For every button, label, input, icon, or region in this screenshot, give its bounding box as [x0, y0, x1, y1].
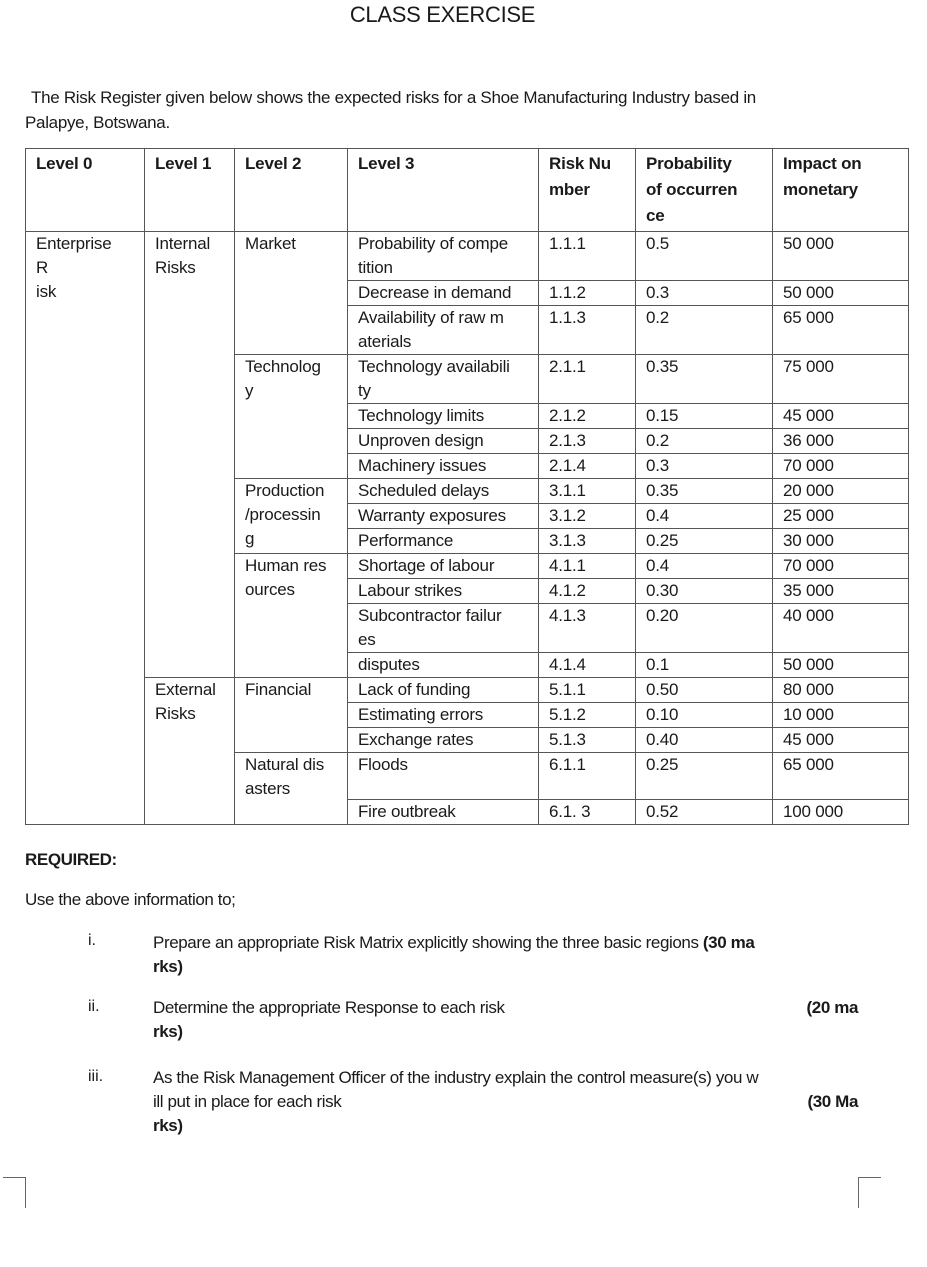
impact-cell: 65 000	[773, 753, 909, 800]
risk-number-cell: 1.1.3	[539, 306, 636, 355]
impact-cell: 20 000	[773, 479, 909, 504]
risk-number-cell: 5.1.2	[539, 703, 636, 728]
crop-mark-right	[858, 1177, 881, 1208]
risk-number-cell: 3.1.3	[539, 529, 636, 554]
level3-cell: Warranty exposures	[348, 504, 539, 529]
required-heading: REQUIRED:	[25, 850, 117, 869]
level0-cell: Enterprise R isk	[26, 232, 145, 825]
probability-cell: 0.4	[636, 504, 773, 529]
level2-market: Market	[235, 232, 348, 355]
impact-cell: 45 000	[773, 404, 909, 429]
impact-cell: 70 000	[773, 454, 909, 479]
probability-cell: 0.2	[636, 429, 773, 454]
impact-cell: 65 000	[773, 306, 909, 355]
level3-cell: Shortage of labour	[348, 554, 539, 579]
required-lead: Use the above information to;	[25, 890, 236, 909]
level2-natural-disasters: Natural dis asters	[235, 753, 348, 825]
risk-number-cell: 1.1.2	[539, 281, 636, 306]
risk-number-cell: 3.1.2	[539, 504, 636, 529]
level2-human-resources: Human res ources	[235, 554, 348, 678]
impact-cell: 25 000	[773, 504, 909, 529]
impact-cell: 45 000	[773, 728, 909, 753]
level3-cell: Machinery issues	[348, 454, 539, 479]
probability-cell: 0.3	[636, 281, 773, 306]
question-text: Prepare an appropriate Risk Matrix explicitly showing the three basic regions (30 ma rks)	[153, 933, 755, 976]
risk-number-cell: 4.1.3	[539, 604, 636, 653]
page-title: CLASS EXERCISE	[349, 2, 536, 27]
risk-register-table	[25, 148, 909, 825]
probability-cell: 0.10	[636, 703, 773, 728]
probability-cell: 0.30	[636, 579, 773, 604]
level2-technology: Technolog y	[235, 355, 348, 479]
risk-number-cell: 3.1.1	[539, 479, 636, 504]
risk-number-cell: 2.1.2	[539, 404, 636, 429]
probability-cell: 0.35	[636, 479, 773, 504]
probability-cell: 0.50	[636, 678, 773, 703]
intro-line-1: The Risk Register given below shows the expected risks for a Shoe Manufacturing Industry based in	[31, 88, 756, 107]
probability-cell: 0.40	[636, 728, 773, 753]
risk-number-cell: 2.1.3	[539, 429, 636, 454]
probability-cell: 0.1	[636, 653, 773, 678]
level2-production: Production /processin g	[235, 479, 348, 554]
risk-number-cell: 2.1.4	[539, 454, 636, 479]
header-impact: Impact on monetary	[773, 149, 909, 232]
level3-cell: Floods	[348, 753, 539, 800]
risk-number-cell: 5.1.1	[539, 678, 636, 703]
question-text: Determine the appropriate Response to each risk (20 ma rks)	[153, 998, 858, 1041]
impact-cell: 40 000	[773, 604, 909, 653]
risk-number-cell: 4.1.4	[539, 653, 636, 678]
question-number: iii.	[88, 1068, 104, 1085]
level1-external: External Risks	[145, 678, 235, 825]
probability-cell: 0.4	[636, 554, 773, 579]
risk-number-cell: 5.1.3	[539, 728, 636, 753]
probability-cell: 0.20	[636, 604, 773, 653]
probability-cell: 0.25	[636, 753, 773, 800]
impact-cell: 75 000	[773, 355, 909, 404]
header-probability: Probability of occurren ce	[636, 149, 773, 232]
level3-cell: Estimating errors	[348, 703, 539, 728]
level3-cell: disputes	[348, 653, 539, 678]
risk-number-cell: 4.1.1	[539, 554, 636, 579]
level2-financial: Financial	[235, 678, 348, 753]
level3-cell: Availability of raw m aterials	[348, 306, 539, 355]
impact-cell: 30 000	[773, 529, 909, 554]
level3-cell: Scheduled delays	[348, 479, 539, 504]
level3-cell: Technology availabili ty	[348, 355, 539, 404]
question-number: ii.	[88, 998, 100, 1015]
table-row	[26, 678, 909, 703]
table-header-row	[26, 149, 909, 232]
probability-cell: 0.3	[636, 454, 773, 479]
risk-number-cell: 6.1. 3	[539, 800, 636, 825]
level3-cell: Unproven design	[348, 429, 539, 454]
header-level1: Level 1	[145, 149, 235, 232]
impact-cell: 70 000	[773, 554, 909, 579]
level3-cell: Subcontractor failur es	[348, 604, 539, 653]
level3-cell: Exchange rates	[348, 728, 539, 753]
risk-number-cell: 2.1.1	[539, 355, 636, 404]
probability-cell: 0.15	[636, 404, 773, 429]
impact-cell: 50 000	[773, 281, 909, 306]
level3-cell: Decrease in demand	[348, 281, 539, 306]
level1-internal: Internal Risks	[145, 232, 235, 678]
level3-cell: Labour strikes	[348, 579, 539, 604]
probability-cell: 0.35	[636, 355, 773, 404]
risk-number-cell: 1.1.1	[539, 232, 636, 281]
crop-mark-left	[3, 1177, 26, 1208]
intro-paragraph	[25, 85, 885, 135]
impact-cell: 100 000	[773, 800, 909, 825]
probability-cell: 0.2	[636, 306, 773, 355]
probability-cell: 0.25	[636, 529, 773, 554]
risk-number-cell: 6.1.1	[539, 753, 636, 800]
impact-cell: 35 000	[773, 579, 909, 604]
question-text: As the Risk Management Officer of the industry explain the control measure(s) you w ill put in place for each risk (30 Ma rks)	[153, 1068, 858, 1135]
impact-cell: 50 000	[773, 232, 909, 281]
level3-cell: Probability of compe tition	[348, 232, 539, 281]
probability-cell: 0.5	[636, 232, 773, 281]
probability-cell: 0.52	[636, 800, 773, 825]
level3-cell: Fire outbreak	[348, 800, 539, 825]
impact-cell: 36 000	[773, 429, 909, 454]
header-level2: Level 2	[235, 149, 348, 232]
table-row	[26, 232, 909, 281]
impact-cell: 50 000	[773, 653, 909, 678]
impact-cell: 10 000	[773, 703, 909, 728]
level3-cell: Performance	[348, 529, 539, 554]
header-level0: Level 0	[26, 149, 145, 232]
level3-cell: Technology limits	[348, 404, 539, 429]
header-level3: Level 3	[348, 149, 539, 232]
intro-line-2: Palapye, Botswana.	[25, 113, 170, 132]
question-number: i.	[88, 932, 96, 949]
risk-number-cell: 4.1.2	[539, 579, 636, 604]
header-risk-number: Risk Nu mber	[539, 149, 636, 232]
level3-cell: Lack of funding	[348, 678, 539, 703]
impact-cell: 80 000	[773, 678, 909, 703]
